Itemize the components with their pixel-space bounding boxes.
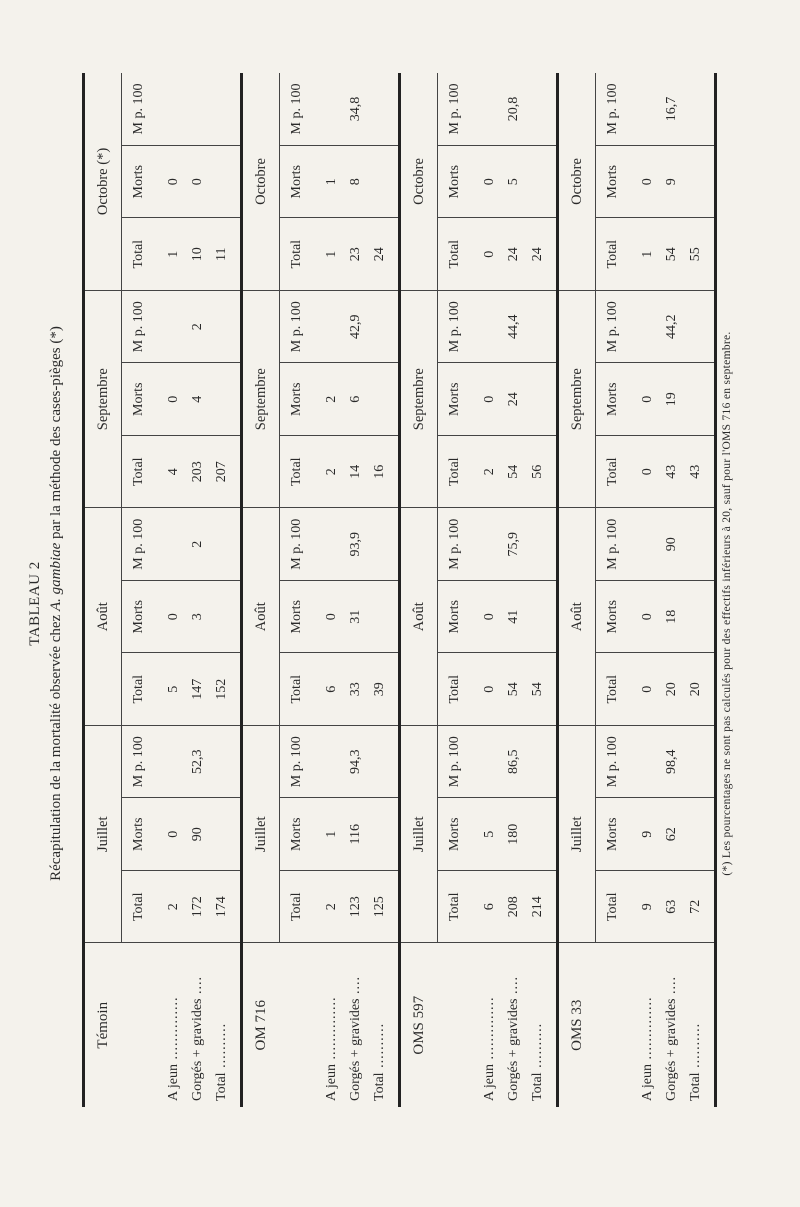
data-cell: 52,3 xyxy=(186,725,210,798)
column-header-morts: Morts xyxy=(280,580,315,653)
column-header-mp100: M p. 100 xyxy=(596,290,631,363)
data-cell: 0 xyxy=(478,145,502,218)
data-cell xyxy=(210,290,242,363)
data-cell: 0 xyxy=(320,580,344,653)
data-cell xyxy=(210,725,242,798)
data-cell: 3 xyxy=(186,580,210,653)
data-cell xyxy=(210,798,242,871)
row-label-text: A jeun xyxy=(166,1064,181,1101)
data-cell xyxy=(320,290,344,363)
data-cell xyxy=(368,363,400,436)
data-cell: 62 xyxy=(660,798,684,871)
column-header-mp100: M p. 100 xyxy=(438,508,473,581)
data-cell: 0 xyxy=(186,145,210,218)
column-header-row xyxy=(596,73,631,1107)
data-cell xyxy=(526,290,558,363)
data-cell: 1 xyxy=(636,218,660,291)
data-cell: 44,4 xyxy=(502,290,526,363)
group-name: OM 716 xyxy=(242,943,280,1107)
data-cell: 2 xyxy=(478,435,502,508)
data-cell xyxy=(526,73,558,146)
leader-dots: .... xyxy=(664,975,679,999)
column-header-mp100: M p. 100 xyxy=(122,290,157,363)
data-row-total xyxy=(210,73,242,1107)
month-header: Octobre xyxy=(400,73,438,291)
data-cell xyxy=(368,145,400,218)
data-cell xyxy=(210,580,242,653)
data-cell: 94,3 xyxy=(344,725,368,798)
data-cell: 20 xyxy=(660,653,684,726)
column-header-row xyxy=(438,73,473,1107)
data-cell: 208 xyxy=(502,871,526,944)
column-header-mp100: M p. 100 xyxy=(596,73,631,146)
data-cell: 207 xyxy=(210,435,242,508)
data-cell: 24 xyxy=(502,218,526,291)
data-cell xyxy=(636,508,660,581)
leader-dots: .......... xyxy=(530,1022,545,1073)
data-cell: 0 xyxy=(636,363,660,436)
rule-cell xyxy=(716,363,718,436)
data-cell: 98,4 xyxy=(660,725,684,798)
data-cell xyxy=(526,725,558,798)
column-header-mp100: M p. 100 xyxy=(596,725,631,798)
column-header-total: Total xyxy=(122,653,157,726)
data-cell: 9 xyxy=(636,798,660,871)
data-cell xyxy=(162,508,186,581)
column-header-morts: Morts xyxy=(438,798,473,871)
column-header-total: Total xyxy=(122,435,157,508)
group-name: Témoin xyxy=(84,943,122,1107)
column-header-total: Total xyxy=(280,218,315,291)
row-label xyxy=(478,943,502,1107)
leader-dots: .............. xyxy=(166,996,181,1065)
data-cell: 4 xyxy=(162,435,186,508)
column-header-total: Total xyxy=(438,435,473,508)
row-label-text: Total xyxy=(688,1072,703,1101)
data-cell: 54 xyxy=(502,653,526,726)
column-header-morts: Morts xyxy=(596,580,631,653)
data-cell: 20,8 xyxy=(502,73,526,146)
column-header-total: Total xyxy=(596,435,631,508)
data-cell: 0 xyxy=(478,580,502,653)
column-header-mp100: M p. 100 xyxy=(596,508,631,581)
group-name: OMS 597 xyxy=(400,943,438,1107)
data-cell: 0 xyxy=(162,363,186,436)
column-header-mp100: M p. 100 xyxy=(122,725,157,798)
month-header: Août xyxy=(400,508,438,726)
data-cell xyxy=(478,290,502,363)
data-row-a-jeun xyxy=(636,73,660,1107)
data-cell xyxy=(478,725,502,798)
data-row-gorges xyxy=(344,73,368,1107)
column-header-mp100: M p. 100 xyxy=(280,725,315,798)
data-cell xyxy=(368,73,400,146)
row-label xyxy=(344,943,368,1107)
column-header-mp100: M p. 100 xyxy=(438,290,473,363)
rule-cell xyxy=(716,798,718,871)
data-cell: 41 xyxy=(502,580,526,653)
column-header-total: Total xyxy=(596,218,631,291)
leader-dots: .... xyxy=(348,975,363,999)
data-cell: 0 xyxy=(478,653,502,726)
data-cell: 116 xyxy=(344,798,368,871)
data-cell: 63 xyxy=(660,871,684,944)
column-header-total: Total xyxy=(438,653,473,726)
data-cell: 24 xyxy=(526,218,558,291)
leader-dots: .............. xyxy=(640,996,655,1065)
data-cell: 5 xyxy=(478,798,502,871)
data-cell: 172 xyxy=(186,871,210,944)
data-cell: 93,9 xyxy=(344,508,368,581)
row-label xyxy=(684,943,716,1107)
table-subtitle xyxy=(48,0,65,1207)
row-label xyxy=(162,943,186,1107)
data-row-total xyxy=(368,73,400,1107)
data-cell: 31 xyxy=(344,580,368,653)
column-header-total: Total xyxy=(122,218,157,291)
column-header-morts: Morts xyxy=(122,363,157,436)
group-header-row xyxy=(242,73,280,1107)
group-header-row xyxy=(84,73,122,1107)
column-header-morts: Morts xyxy=(438,580,473,653)
rule-cell xyxy=(716,145,718,218)
row-label xyxy=(526,943,558,1107)
row-label-text: Gorgés + gravides xyxy=(348,998,363,1101)
group-name: OMS 33 xyxy=(558,943,596,1107)
data-cell: 0 xyxy=(636,653,660,726)
data-cell: 75,9 xyxy=(502,508,526,581)
table-bottom-rule xyxy=(716,73,718,1107)
blank-cell xyxy=(596,943,631,1107)
column-header-mp100: M p. 100 xyxy=(438,73,473,146)
data-cell: 1 xyxy=(162,218,186,291)
data-row-a-jeun xyxy=(162,73,186,1107)
data-cell: 54 xyxy=(660,218,684,291)
data-cell: 174 xyxy=(210,871,242,944)
column-header-morts: Morts xyxy=(122,798,157,871)
data-cell: 203 xyxy=(186,435,210,508)
data-cell: 44,2 xyxy=(660,290,684,363)
data-cell xyxy=(210,363,242,436)
column-header-total: Total xyxy=(438,871,473,944)
data-cell: 0 xyxy=(162,798,186,871)
rule-cell xyxy=(716,73,718,146)
data-cell: 0 xyxy=(636,435,660,508)
row-label-text: Total xyxy=(530,1072,545,1101)
row-label xyxy=(368,943,400,1107)
row-label xyxy=(660,943,684,1107)
month-header: Juillet xyxy=(558,725,596,943)
data-cell: 11 xyxy=(210,218,242,291)
leader-dots: .............. xyxy=(324,996,339,1065)
data-cell: 24 xyxy=(502,363,526,436)
data-row-gorges xyxy=(502,73,526,1107)
data-cell: 9 xyxy=(660,145,684,218)
blank-cell xyxy=(122,943,157,1107)
data-cell: 2 xyxy=(162,871,186,944)
leader-dots: .... xyxy=(506,975,521,999)
data-cell xyxy=(162,290,186,363)
data-cell: 23 xyxy=(344,218,368,291)
column-header-morts: Morts xyxy=(596,145,631,218)
row-label xyxy=(320,943,344,1107)
blank-cell xyxy=(280,943,315,1107)
column-header-total: Total xyxy=(596,653,631,726)
month-header: Août xyxy=(558,508,596,726)
data-cell xyxy=(636,73,660,146)
column-header-row xyxy=(122,73,157,1107)
row-label-text: Gorgés + gravides xyxy=(190,998,205,1101)
data-cell: 6 xyxy=(478,871,502,944)
data-cell: 39 xyxy=(368,653,400,726)
data-cell: 2 xyxy=(320,363,344,436)
data-cell: 5 xyxy=(502,145,526,218)
data-cell: 0 xyxy=(162,580,186,653)
data-cell: 2 xyxy=(320,871,344,944)
data-cell xyxy=(162,725,186,798)
data-cell: 4 xyxy=(186,363,210,436)
month-header: Octobre (*) xyxy=(84,73,122,291)
row-label xyxy=(502,943,526,1107)
group-header-row xyxy=(558,73,596,1107)
subtitle-species: A. gambiae xyxy=(48,542,64,612)
data-cell: 43 xyxy=(660,435,684,508)
data-cell xyxy=(210,508,242,581)
data-cell: 1 xyxy=(320,145,344,218)
row-label-text: A jeun xyxy=(324,1064,339,1101)
data-cell: 34,8 xyxy=(344,73,368,146)
data-cell xyxy=(526,145,558,218)
data-cell xyxy=(320,73,344,146)
rule-cell xyxy=(716,435,718,508)
data-cell xyxy=(368,798,400,871)
data-cell xyxy=(684,580,716,653)
column-header-mp100: M p. 100 xyxy=(280,73,315,146)
data-cell: 19 xyxy=(660,363,684,436)
month-header: Septembre xyxy=(84,290,122,508)
data-cell xyxy=(368,508,400,581)
column-header-mp100: M p. 100 xyxy=(122,508,157,581)
column-header-mp100: M p. 100 xyxy=(280,508,315,581)
data-cell: 55 xyxy=(684,218,716,291)
column-header-mp100: M p. 100 xyxy=(280,290,315,363)
blank-cell xyxy=(438,943,473,1107)
data-cell: 24 xyxy=(368,218,400,291)
data-cell: 42,9 xyxy=(344,290,368,363)
data-cell: 43 xyxy=(684,435,716,508)
data-cell xyxy=(684,363,716,436)
column-header-total: Total xyxy=(122,871,157,944)
column-header-row xyxy=(280,73,315,1107)
month-header: Octobre xyxy=(242,73,280,291)
data-cell: 33 xyxy=(344,653,368,726)
rule-cell xyxy=(716,943,718,1107)
data-cell: 147 xyxy=(186,653,210,726)
leader-dots: .......... xyxy=(688,1022,703,1073)
data-cell: 0 xyxy=(162,145,186,218)
month-header: Août xyxy=(84,508,122,726)
column-header-morts: Morts xyxy=(122,145,157,218)
data-cell: 16 xyxy=(368,435,400,508)
row-label xyxy=(186,943,210,1107)
data-row-total xyxy=(526,73,558,1107)
data-cell xyxy=(186,73,210,146)
data-cell xyxy=(526,798,558,871)
column-header-total: Total xyxy=(280,871,315,944)
data-cell: 2 xyxy=(186,508,210,581)
footnote: (*) Les pourcentages ne sont pas calculés pour des effectifs inférieurs à 20, sauf pour l'OMS 716 en septembre. xyxy=(721,331,733,876)
data-cell xyxy=(368,725,400,798)
data-cell: 8 xyxy=(344,145,368,218)
subtitle-text-pre: Récapitulation de la mortalité observée chez xyxy=(48,614,64,881)
data-cell xyxy=(526,580,558,653)
column-header-morts: Morts xyxy=(280,798,315,871)
row-label xyxy=(210,943,242,1107)
data-cell: 0 xyxy=(478,218,502,291)
column-header-total: Total xyxy=(280,653,315,726)
data-cell xyxy=(320,725,344,798)
data-cell: 214 xyxy=(526,871,558,944)
data-cell xyxy=(684,725,716,798)
data-cell xyxy=(636,725,660,798)
data-cell: 90 xyxy=(186,798,210,871)
data-cell xyxy=(526,508,558,581)
leader-dots: .... xyxy=(190,975,205,999)
data-cell xyxy=(636,290,660,363)
group-header-row xyxy=(400,73,438,1107)
table-title: TABLEAU 2 xyxy=(27,561,43,646)
row-label-text: Total xyxy=(214,1072,229,1101)
data-cell: 56 xyxy=(526,435,558,508)
data-cell: 6 xyxy=(320,653,344,726)
data-cell: 72 xyxy=(684,871,716,944)
data-cell: 0 xyxy=(478,363,502,436)
rule-cell xyxy=(716,290,718,363)
data-cell: 14 xyxy=(344,435,368,508)
leader-dots: .......... xyxy=(214,1022,229,1073)
leader-dots: .......... xyxy=(372,1022,387,1073)
row-label-text: A jeun xyxy=(640,1064,655,1101)
data-cell xyxy=(368,580,400,653)
data-cell xyxy=(684,798,716,871)
data-cell xyxy=(526,363,558,436)
month-header: Juillet xyxy=(84,725,122,943)
leader-dots: .............. xyxy=(482,996,497,1065)
data-cell xyxy=(210,73,242,146)
column-header-total: Total xyxy=(596,871,631,944)
data-cell: 125 xyxy=(368,871,400,944)
data-cell: 54 xyxy=(526,653,558,726)
data-cell xyxy=(368,290,400,363)
data-cell xyxy=(684,508,716,581)
column-header-mp100: M p. 100 xyxy=(438,725,473,798)
row-label-text: Total xyxy=(372,1072,387,1101)
column-header-morts: Morts xyxy=(438,363,473,436)
mortality-table xyxy=(82,73,717,1107)
row-label-text: Gorgés + gravides xyxy=(506,998,521,1101)
data-cell: 6 xyxy=(344,363,368,436)
column-header-morts: Morts xyxy=(280,363,315,436)
data-row-total xyxy=(684,73,716,1107)
data-cell xyxy=(162,73,186,146)
column-header-total: Total xyxy=(280,435,315,508)
data-cell xyxy=(684,290,716,363)
data-cell xyxy=(684,73,716,146)
data-cell: 123 xyxy=(344,871,368,944)
data-row-a-jeun xyxy=(478,73,502,1107)
row-label-text: A jeun xyxy=(482,1064,497,1101)
data-cell xyxy=(478,73,502,146)
data-cell: 86,5 xyxy=(502,725,526,798)
data-cell: 1 xyxy=(320,218,344,291)
rule-cell xyxy=(716,725,718,798)
rule-cell xyxy=(716,580,718,653)
data-cell xyxy=(478,508,502,581)
column-header-morts: Morts xyxy=(596,798,631,871)
column-header-total: Total xyxy=(438,218,473,291)
column-header-morts: Morts xyxy=(438,145,473,218)
data-cell xyxy=(210,145,242,218)
data-cell: 1 xyxy=(320,798,344,871)
month-header: Septembre xyxy=(558,290,596,508)
data-cell: 180 xyxy=(502,798,526,871)
column-header-morts: Morts xyxy=(280,145,315,218)
row-label-text: Gorgés + gravides xyxy=(664,998,679,1101)
row-label xyxy=(636,943,660,1107)
month-header: Septembre xyxy=(242,290,280,508)
data-cell xyxy=(684,145,716,218)
data-cell: 20 xyxy=(684,653,716,726)
rule-cell xyxy=(716,218,718,291)
column-header-morts: Morts xyxy=(122,580,157,653)
rule-cell xyxy=(716,653,718,726)
data-cell: 16,7 xyxy=(660,73,684,146)
month-header: Septembre xyxy=(400,290,438,508)
data-cell: 54 xyxy=(502,435,526,508)
data-cell: 90 xyxy=(660,508,684,581)
month-header: Août xyxy=(242,508,280,726)
data-cell: 5 xyxy=(162,653,186,726)
column-header-morts: Morts xyxy=(596,363,631,436)
data-cell: 18 xyxy=(660,580,684,653)
month-header: Octobre xyxy=(558,73,596,291)
data-row-gorges xyxy=(186,73,210,1107)
data-cell: 0 xyxy=(636,145,660,218)
data-cell: 9 xyxy=(636,871,660,944)
data-row-gorges xyxy=(660,73,684,1107)
data-cell: 2 xyxy=(186,290,210,363)
data-cell xyxy=(320,508,344,581)
data-row-a-jeun xyxy=(320,73,344,1107)
subtitle-text-post: par la méthode des cases-pièges (*) xyxy=(48,326,64,539)
month-header: Juillet xyxy=(400,725,438,943)
data-cell: 2 xyxy=(320,435,344,508)
month-header: Juillet xyxy=(242,725,280,943)
rule-cell xyxy=(716,508,718,581)
rule-cell xyxy=(716,871,718,944)
data-cell: 0 xyxy=(636,580,660,653)
data-cell: 152 xyxy=(210,653,242,726)
data-cell: 10 xyxy=(186,218,210,291)
column-header-mp100: M p. 100 xyxy=(122,73,157,146)
